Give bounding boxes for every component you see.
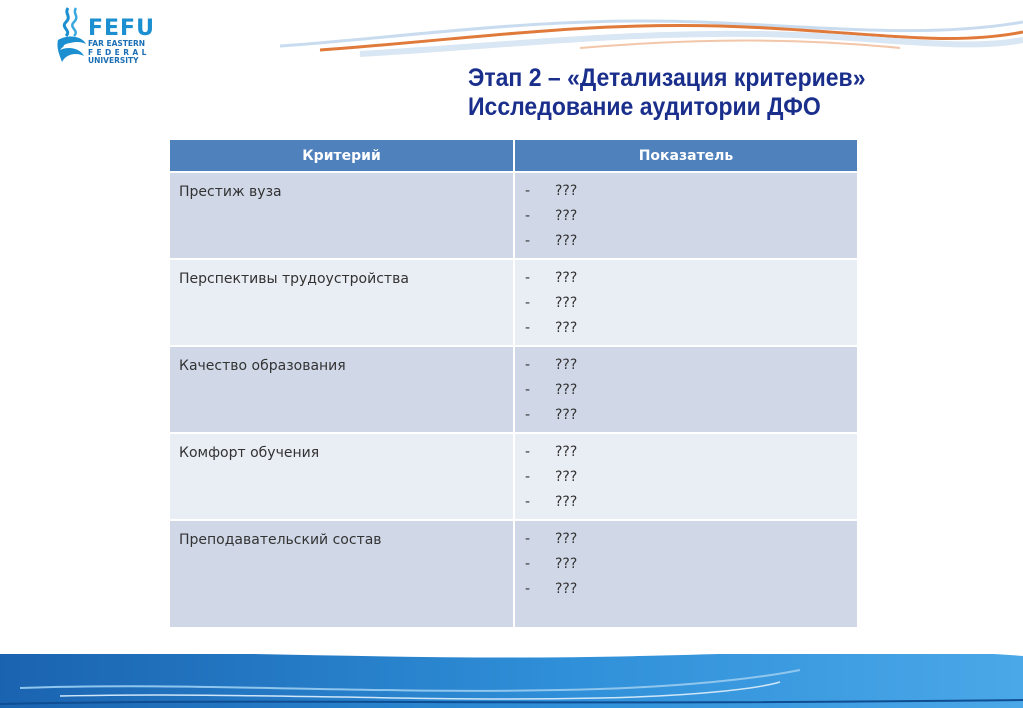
indicator-item	[525, 320, 849, 345]
bullet-dash: -	[525, 320, 531, 336]
criterion-cell: Преподавательский состав	[170, 520, 514, 627]
indicator-value: ???	[555, 494, 578, 510]
indicator-value: ???	[555, 270, 578, 286]
bullet-dash: -	[525, 494, 531, 510]
header-criterion: Критерий	[170, 140, 514, 172]
indicator-item	[525, 295, 849, 320]
indicator-value: ???	[555, 531, 578, 547]
indicator-value: ???	[555, 208, 578, 224]
slide-title	[468, 64, 900, 122]
indicator-item	[525, 233, 849, 258]
indicator-value: ???	[555, 357, 578, 373]
fefu-logo	[54, 6, 174, 70]
indicator-value: ???	[555, 556, 578, 572]
indicator-item	[525, 357, 849, 382]
indicator-item	[525, 556, 849, 581]
header-indicator: Показатель	[514, 140, 857, 172]
table-row	[170, 346, 857, 433]
indicator-cell	[514, 433, 857, 520]
indicator-value: ???	[555, 295, 578, 311]
bullet-dash: -	[525, 183, 531, 199]
indicator-value: ???	[555, 581, 578, 597]
indicator-item	[525, 469, 849, 494]
bullet-dash: -	[525, 233, 531, 249]
table-row	[170, 259, 857, 346]
indicator-cell	[514, 520, 857, 627]
indicator-item	[525, 494, 849, 519]
bullet-dash: -	[525, 556, 531, 572]
indicator-item	[525, 382, 849, 407]
indicator-cell	[514, 346, 857, 433]
table-row	[170, 520, 857, 627]
logo-line-federal: FEDERAL	[88, 47, 150, 57]
criterion-cell: Перспективы трудоустройства	[170, 259, 514, 346]
indicator-value: ???	[555, 320, 578, 336]
logo-wordmark: FEFU	[88, 16, 155, 41]
header-swoosh-decoration	[280, 8, 1023, 68]
bullet-dash: -	[525, 407, 531, 423]
slide-title-line-2: Исследование аудитории ДФО	[468, 93, 821, 121]
indicator-item	[525, 208, 849, 233]
bullet-dash: -	[525, 531, 531, 547]
criteria-table	[170, 140, 857, 627]
indicator-item	[525, 531, 849, 556]
bullet-dash: -	[525, 357, 531, 373]
bullet-dash: -	[525, 208, 531, 224]
indicator-cell	[514, 172, 857, 259]
slide-title-line-1: Этап 2 – «Детализация критериев»	[468, 64, 866, 92]
indicator-item	[525, 270, 849, 295]
indicator-value: ???	[555, 444, 578, 460]
logo-line-far-eastern: FAR EASTERN	[88, 39, 146, 48]
criterion-cell: Престиж вуза	[170, 172, 514, 259]
indicator-value: ???	[555, 233, 578, 249]
indicator-value: ???	[555, 469, 578, 485]
bullet-dash: -	[525, 444, 531, 460]
indicator-item	[525, 581, 849, 606]
indicator-item	[525, 183, 849, 208]
bullet-dash: -	[525, 581, 531, 597]
table-header-row	[170, 140, 857, 172]
indicator-value: ???	[555, 407, 578, 423]
bullet-dash: -	[525, 382, 531, 398]
bullet-dash: -	[525, 469, 531, 485]
indicator-item	[525, 407, 849, 432]
table-row	[170, 433, 857, 520]
bullet-dash: -	[525, 295, 531, 311]
indicator-cell	[514, 259, 857, 346]
criterion-cell: Качество образования	[170, 346, 514, 433]
bullet-dash: -	[525, 270, 531, 286]
logo-line-university: UNIVERSITY	[88, 56, 139, 65]
footer-wave-decoration	[0, 648, 1023, 708]
fefu-logo-mark-icon	[54, 6, 90, 68]
indicator-value: ???	[555, 382, 578, 398]
indicator-value: ???	[555, 183, 578, 199]
table-row	[170, 172, 857, 259]
criterion-cell: Комфорт обучения	[170, 433, 514, 520]
indicator-item	[525, 444, 849, 469]
